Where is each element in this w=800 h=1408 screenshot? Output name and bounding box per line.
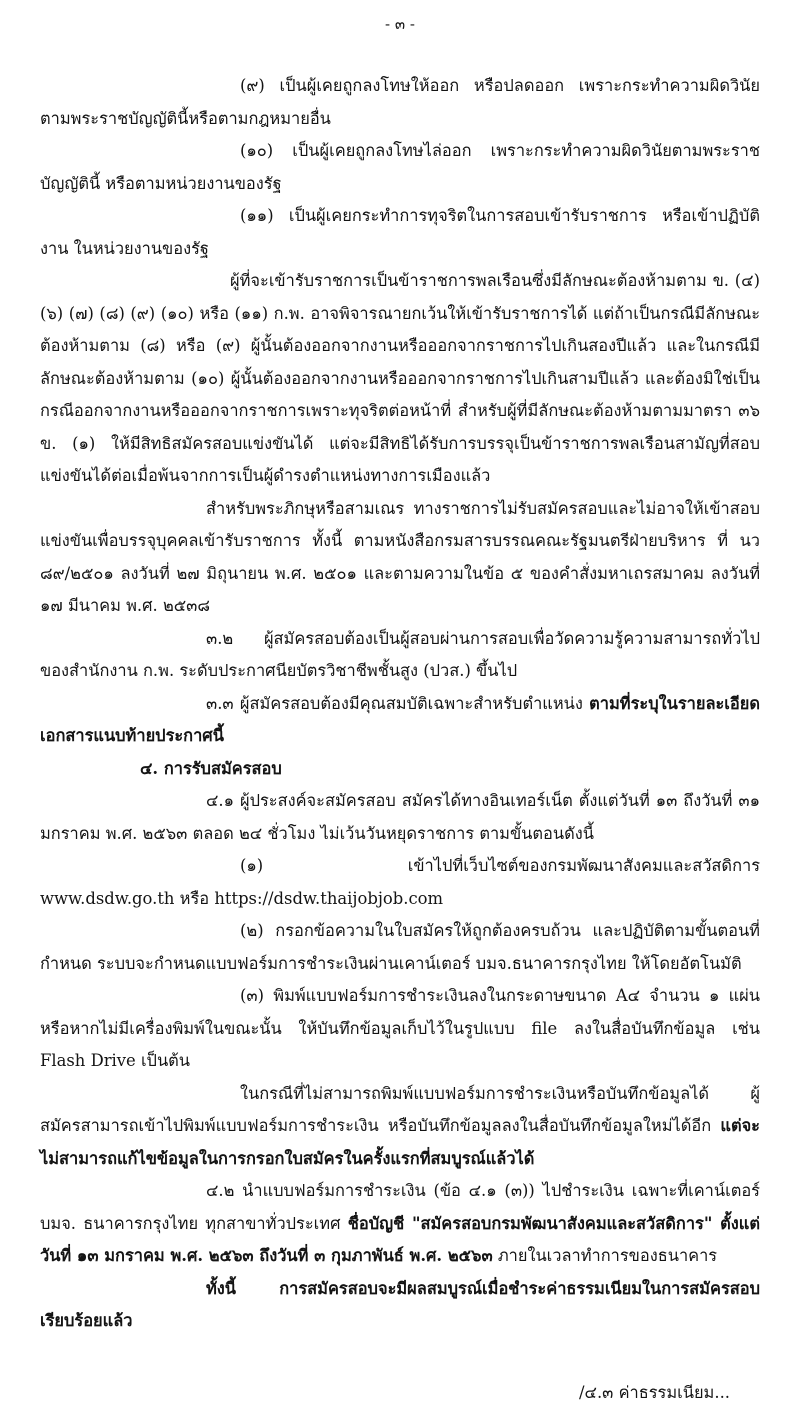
final-note: ทั้งนี้ การสมัครสอบจะมีผลสมบูรณ์เมื่อชำระค่าธรรมเนียมในการสมัครสอบเรียบร้อยแล้ว	[40, 1278, 760, 1330]
step-1-website: (๑) เข้าไปที่เว็บไซต์ของกรมพัฒนาสังคมและสวัสดิการ www.dsdw.go.th หรือ https://dsdw.thaijobjob.com	[40, 856, 760, 908]
step-3-print: (๓) พิมพ์แบบฟอร์มการชำระเงินลงในกระดาษขนาด A๔ จำนวน ๑ แผ่น หรือหากไม่มีเครื่องพิมพ์ในขณะนั้น ให้บันทึกข้อมูลเก็บไว้ในรูปแบบ file ลงในสื่อบันทึกข้อมูล เช่น Flash Drive เป็นต้น	[40, 986, 760, 1070]
clause-9: (๙) เป็นผู้เคยถูกลงโทษให้ออก หรือปลดออก เพราะกระทำความผิดวินัย ตามพระราชบัญญัตินี้หรือตามกฎหมายอื่น	[40, 76, 760, 128]
section-3-2: ๓.๒ ผู้สมัครสอบต้องเป็นผู้สอบผ่านการสอบเพื่อวัดความรู้ความสามารถทั่วไปของสำนักงาน ก.พ. ระดับประกาศนียบัตรวิชาชีพชั้นสูง (ปวส.) ขึ้นไป	[40, 628, 760, 680]
section-3-3	[40, 688, 760, 753]
exemption-paragraph: ผู้ที่จะเข้ารับราชการเป็นข้าราชการพลเรือนซึ่งมีลักษณะต้องห้ามตาม ข. (๔) (๖) (๗) (๘) (๙) (๑๐) หรือ (๑๑) ก.พ. อาจพิจารณายกเว้นให้เข้ารับราชการได้ แต่ถ้าเป็นกรณีมีลักษณะต้องห้ามตาม (๘) หรือ (๙) ผู้นั้นต้องออกจากงานหรือออกจากราชการไปเกินสองปีแล้ว และในกรณีมีลักษณะต้องห้ามตาม (๑๐) ผู้นั้นต้องออกจากงานหรือออกจากราชการไปเกินสามปีแล้ว และต้องมิใช่เป็นกรณีออกจากงานหรือออกจากราชการเพราะทุจริตต่อหน้าที่ สำหรับผู้ที่มีลักษณะต้องห้ามตามมาตรา ๓๖ ข. (๑) ให้มีสิทธิสมัครสอบแข่งขันได้ แต่จะมีสิทธิได้รับการบรรจุเป็นข้าราชการพลเรือนสามัญที่สอบแข่งขันได้ต่อเมื่อพ้นจากการเป็นผู้ดำรงตำแหน่งทางการเมืองแล้ว	[40, 271, 760, 485]
page-number: - ๓ -	[385, 15, 415, 33]
clause-11: (๑๑) เป็นผู้เคยกระทำการทุจริตในการสอบเข้ารับราชการ หรือเข้าปฏิบัติงาน ในหน่วยงานของรัฐ	[40, 206, 760, 258]
clause-10: (๑๐) เป็นผู้เคยถูกลงโทษไล่ออก เพราะกระทำความผิดวินัยตามพระราชบัญญัตินี้ หรือตามหน่วยงานของรัฐ	[40, 141, 760, 193]
section-4-heading: ๔. การรับสมัครสอบ	[140, 758, 282, 778]
section-4-2-bold: ชื่อบัญชี "สมัครสอบกรมพัฒนาสังคมและสวัสดิการ" ตั้งแต่วันที่ ๑๓ มกราคม พ.ศ. ๒๕๖๓ ถึงวันที่ ๓ กุมภาพันธ์ พ.ศ. ๒๕๖๓	[40, 1213, 760, 1265]
monk-paragraph: สำหรับพระภิกษุหรือสามเณร ทางราชการไม่รับสมัครสอบและไม่อาจให้เข้าสอบแข่งขันเพื่อบรรจุบุคคลเข้ารับราชการ ทั้งนี้ ตามหนังสือกรมสารบรรณคณะรัฐมนตรีฝ่ายบริหาร ที่ นว ๘๙/๒๕๐๑ ลงวันที่ ๒๗ มิถุนายน พ.ศ. ๒๕๐๑ และตามความในข้อ ๕ ของคำสั่งมหาเถรสมาคม ลงวันที่ ๑๗ มีนาคม พ.ศ. ๒๕๓๘	[40, 498, 760, 615]
step-2-form: (๒) กรอกข้อความในใบสมัครให้ถูกต้องครบถ้วน และปฏิบัติตามขั้นตอนที่กำหนด ระบบจะกำหนดแบบฟอร์มการชำระเงินผ่านเคาน์เตอร์ บมจ.ธนาคารกรุงไทย ให้โดยอัตโนมัติ	[40, 921, 760, 973]
step-3-note-text: ในกรณีที่ไม่สามารถพิมพ์แบบฟอร์มการชำระเงินหรือบันทึกข้อมูลได้ ผู้สมัครสามารถเข้าไปพิมพ์แบบฟอร์มการชำระเงิน หรือบันทึกข้อมูลลงในสื่อบันทึกข้อมูลใหม่ได้อีก	[40, 1083, 760, 1135]
section-4-2-tail: ภายในเวลาทำการของธนาคาร	[492, 1246, 718, 1265]
section-3-3-text: ๓.๓ ผู้สมัครสอบต้องมีคุณสมบัติเฉพาะสำหรับตำแหน่ง	[206, 693, 590, 713]
step-3-note	[40, 1078, 760, 1176]
section-4-1: ๔.๑ ผู้ประสงค์จะสมัครสอบ สมัครได้ทางอินเทอร์เน็ต ตั้งแต่วันที่ ๑๓ ถึงวันที่ ๓๑ มกราคม พ.ศ. ๒๕๖๓ ตลอด ๒๔ ชั่วโมง ไม่เว้นวันหยุดราชการ ตามขั้นตอนดังนี้	[40, 791, 760, 843]
section-4-2-text: ๔.๒ นำแบบฟอร์มการชำระเงิน (ข้อ ๔.๑ (๓)) ไปชำระเงิน เฉพาะที่เคาน์เตอร์ บมจ. ธนาคารกรุงไทย ทุกสาขาทั่วประเทศ	[40, 1181, 760, 1233]
step-3-note-bold: แต่จะไม่สามารถแก้ไขข้อมูลในการกรอกใบสมัครในครั้งแรกที่สมบูรณ์แล้วได้	[40, 1116, 760, 1168]
section-3-3-bold: ตามที่ระบุในรายละเอียดเอกสารแนบท้ายประกาศนี้	[40, 693, 760, 745]
continuation-footer: /๔.๓ ค่าธรรมเนียม...	[579, 1382, 730, 1402]
section-4-2	[40, 1175, 760, 1273]
